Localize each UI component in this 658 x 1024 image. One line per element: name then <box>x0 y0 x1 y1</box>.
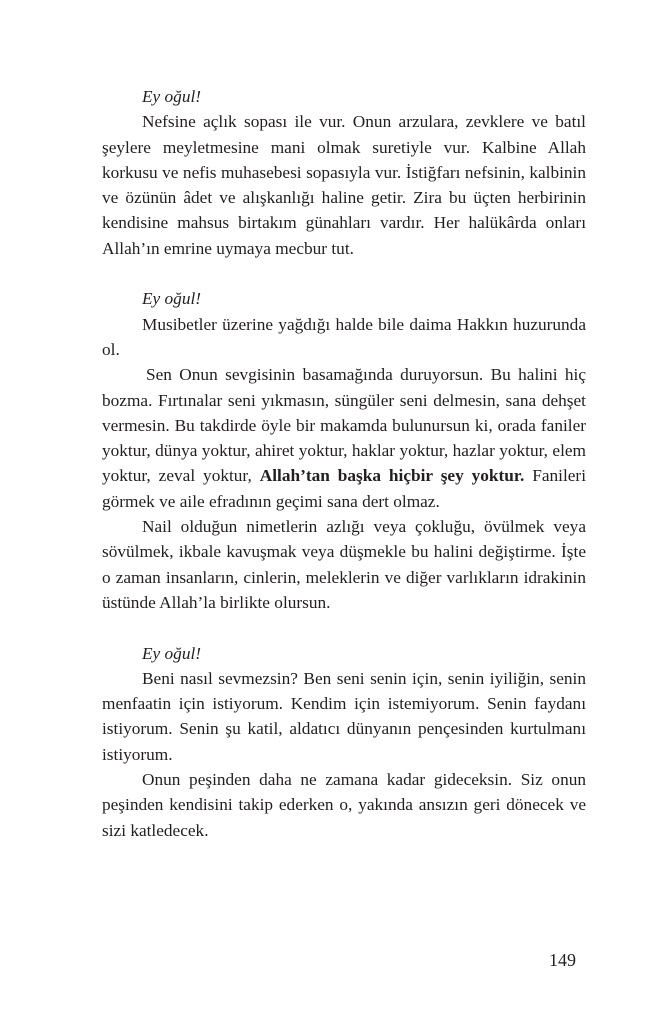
section-3 <box>102 641 586 843</box>
paragraph: Nefsine açlık sopası ile vur. Onun arzulara, zevklere ve batıl şeylere meyletmesine mani olmak suretiyle vur. Kalbine Allah korkusu ve nefis muhasebesi sopasıyla vur. İstiğfarı nefsinin, kalbinin ve özünün âdet ve alışkanlığı haline getir. Zira bu üçten herbirinin kendisine mahsus birtakım günahları vardır. Her halükârda onları Allah’ın emrine uymaya mecbur tut. <box>102 112 586 258</box>
section-heading: Ey oğul! <box>142 643 202 663</box>
section-1 <box>102 84 586 261</box>
paragraph: Musibetler üzerine yağdığı halde bile daima Hakkın huzurunda ol. <box>102 314 586 359</box>
bold-emphasis: Allah’tan başka hiçbir şey yoktur. <box>259 466 525 486</box>
paragraph: Nail olduğun nimetlerin azlığı veya çokluğu, övülmek veya sövülmek, ikbale kavuşmak veya düşmekle bu halini değiştirme. İşte o zaman insanların, cinlerin, meleklerin ve diğer varlıkların idrakinin üstünde Allah’la birlikte olursun. <box>102 517 586 612</box>
book-page-body <box>102 84 586 843</box>
section-heading: Ey oğul! <box>142 87 202 106</box>
paragraph-with-emphasis <box>102 362 586 514</box>
section-2 <box>102 286 586 615</box>
page-number: 149 <box>549 950 576 970</box>
paragraph-text: Sen Onun sevgisinin basamağında duruyorsun. Bu halini hiç bozma. Fırtınalar seni yıkmasın, süngüler seni delmesin, sana dehşet vermesin. Bu takdirde öyle bir makamda bulunursun ki, orada faniler yoktur, dünya yoktur, ahiret yoktur, haklar yoktur, hazlar yoktur, elem yoktur, zeval yoktur, <box>102 365 586 486</box>
paragraph: Onun peşinden daha ne zamana kadar gideceksin. Siz onun peşinden kendisini takip ederken o, yakında ansızın geri dönecek ve sizi katledecek. <box>102 770 586 840</box>
paragraph: Beni nasıl sevmezsin? Ben seni senin için, senin iyiliğin, senin menfaatin için istiyorum. Kendim için istemiyorum. Senin faydanı istiyorum. Senin şu katil, aldatıcı dünyanın pençesinden kurtulmanı istiyorum. <box>102 668 586 764</box>
paragraph-text: Fanileri görmek ve aile efradının geçimi sana dert olmaz. <box>102 466 586 511</box>
section-heading: Ey oğul! <box>142 289 202 309</box>
